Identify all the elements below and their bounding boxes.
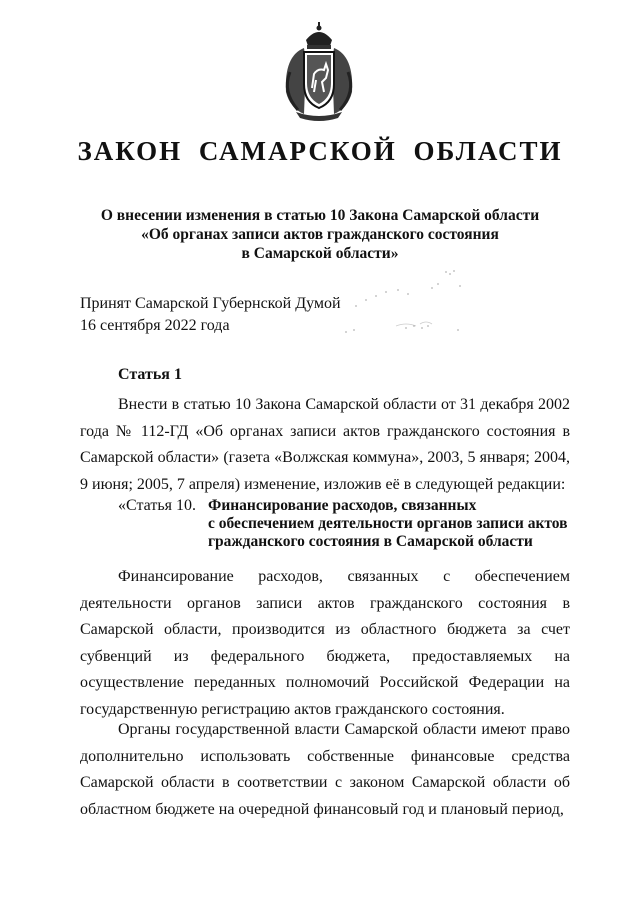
quoted-article-title (208, 497, 568, 551)
subtitle-line: «Об органах записи актов гражданского состояния (141, 226, 499, 243)
law-subtitle (0, 206, 640, 263)
quoted-title-line: гражданского состояния в Самарской области (208, 533, 533, 550)
subtitle-line: О внесении изменения в статью 10 Закона Самарской области (100, 207, 540, 224)
adoption-line: Принят Самарской Губернской Думой (80, 295, 341, 312)
article-1-heading: Статья 1 (118, 366, 182, 383)
quoted-title-line: Финансирование расходов, связанных (208, 497, 477, 514)
body-paragraph: Органы государственной власти Самарской области имеют право дополнительно использовать собственные финансовые средства Самарской области в соответствии с законом Самарской области об областном бюджете на очередной финансовый год и плановый период, (80, 721, 570, 818)
law-title: ЗАКОН САМАРСКОЙ ОБЛАСТИ (77, 136, 563, 166)
adoption-info (80, 293, 341, 337)
registration-stamp-icon (336, 262, 476, 352)
adoption-date: 16 сентября 2022 года (80, 317, 230, 334)
quoted-title-line: с обеспечением деятельности органов записи актов (208, 515, 568, 532)
article-1-paragraph: Внести в статью 10 Закона Самарской области от 31 декабря 2002 года № 112-ГД «Об органах записи актов гражданского состояния в Самарской области» (газета «Волжская коммуна», 2003, 5 января; 2004, 9 июня; 2005, 7 апреля) изменение, изложив её в следующей редакции: (80, 396, 570, 493)
subtitle-line: в Самарской области» (241, 245, 399, 262)
body-paragraph: Финансирование расходов, связанных с обеспечением деятельности органов записи актов гражданского состояния в Самарской области, производится из областного бюджета за счет субвенций из федерального бюджета, предоставляемых на осуществление переданных полномочий Российской Федерации на государственную регистрацию актов гражданского состояния. (80, 568, 570, 718)
coat-of-arms-icon (276, 22, 362, 122)
quoted-article-label: «Статья 10. (118, 497, 196, 514)
